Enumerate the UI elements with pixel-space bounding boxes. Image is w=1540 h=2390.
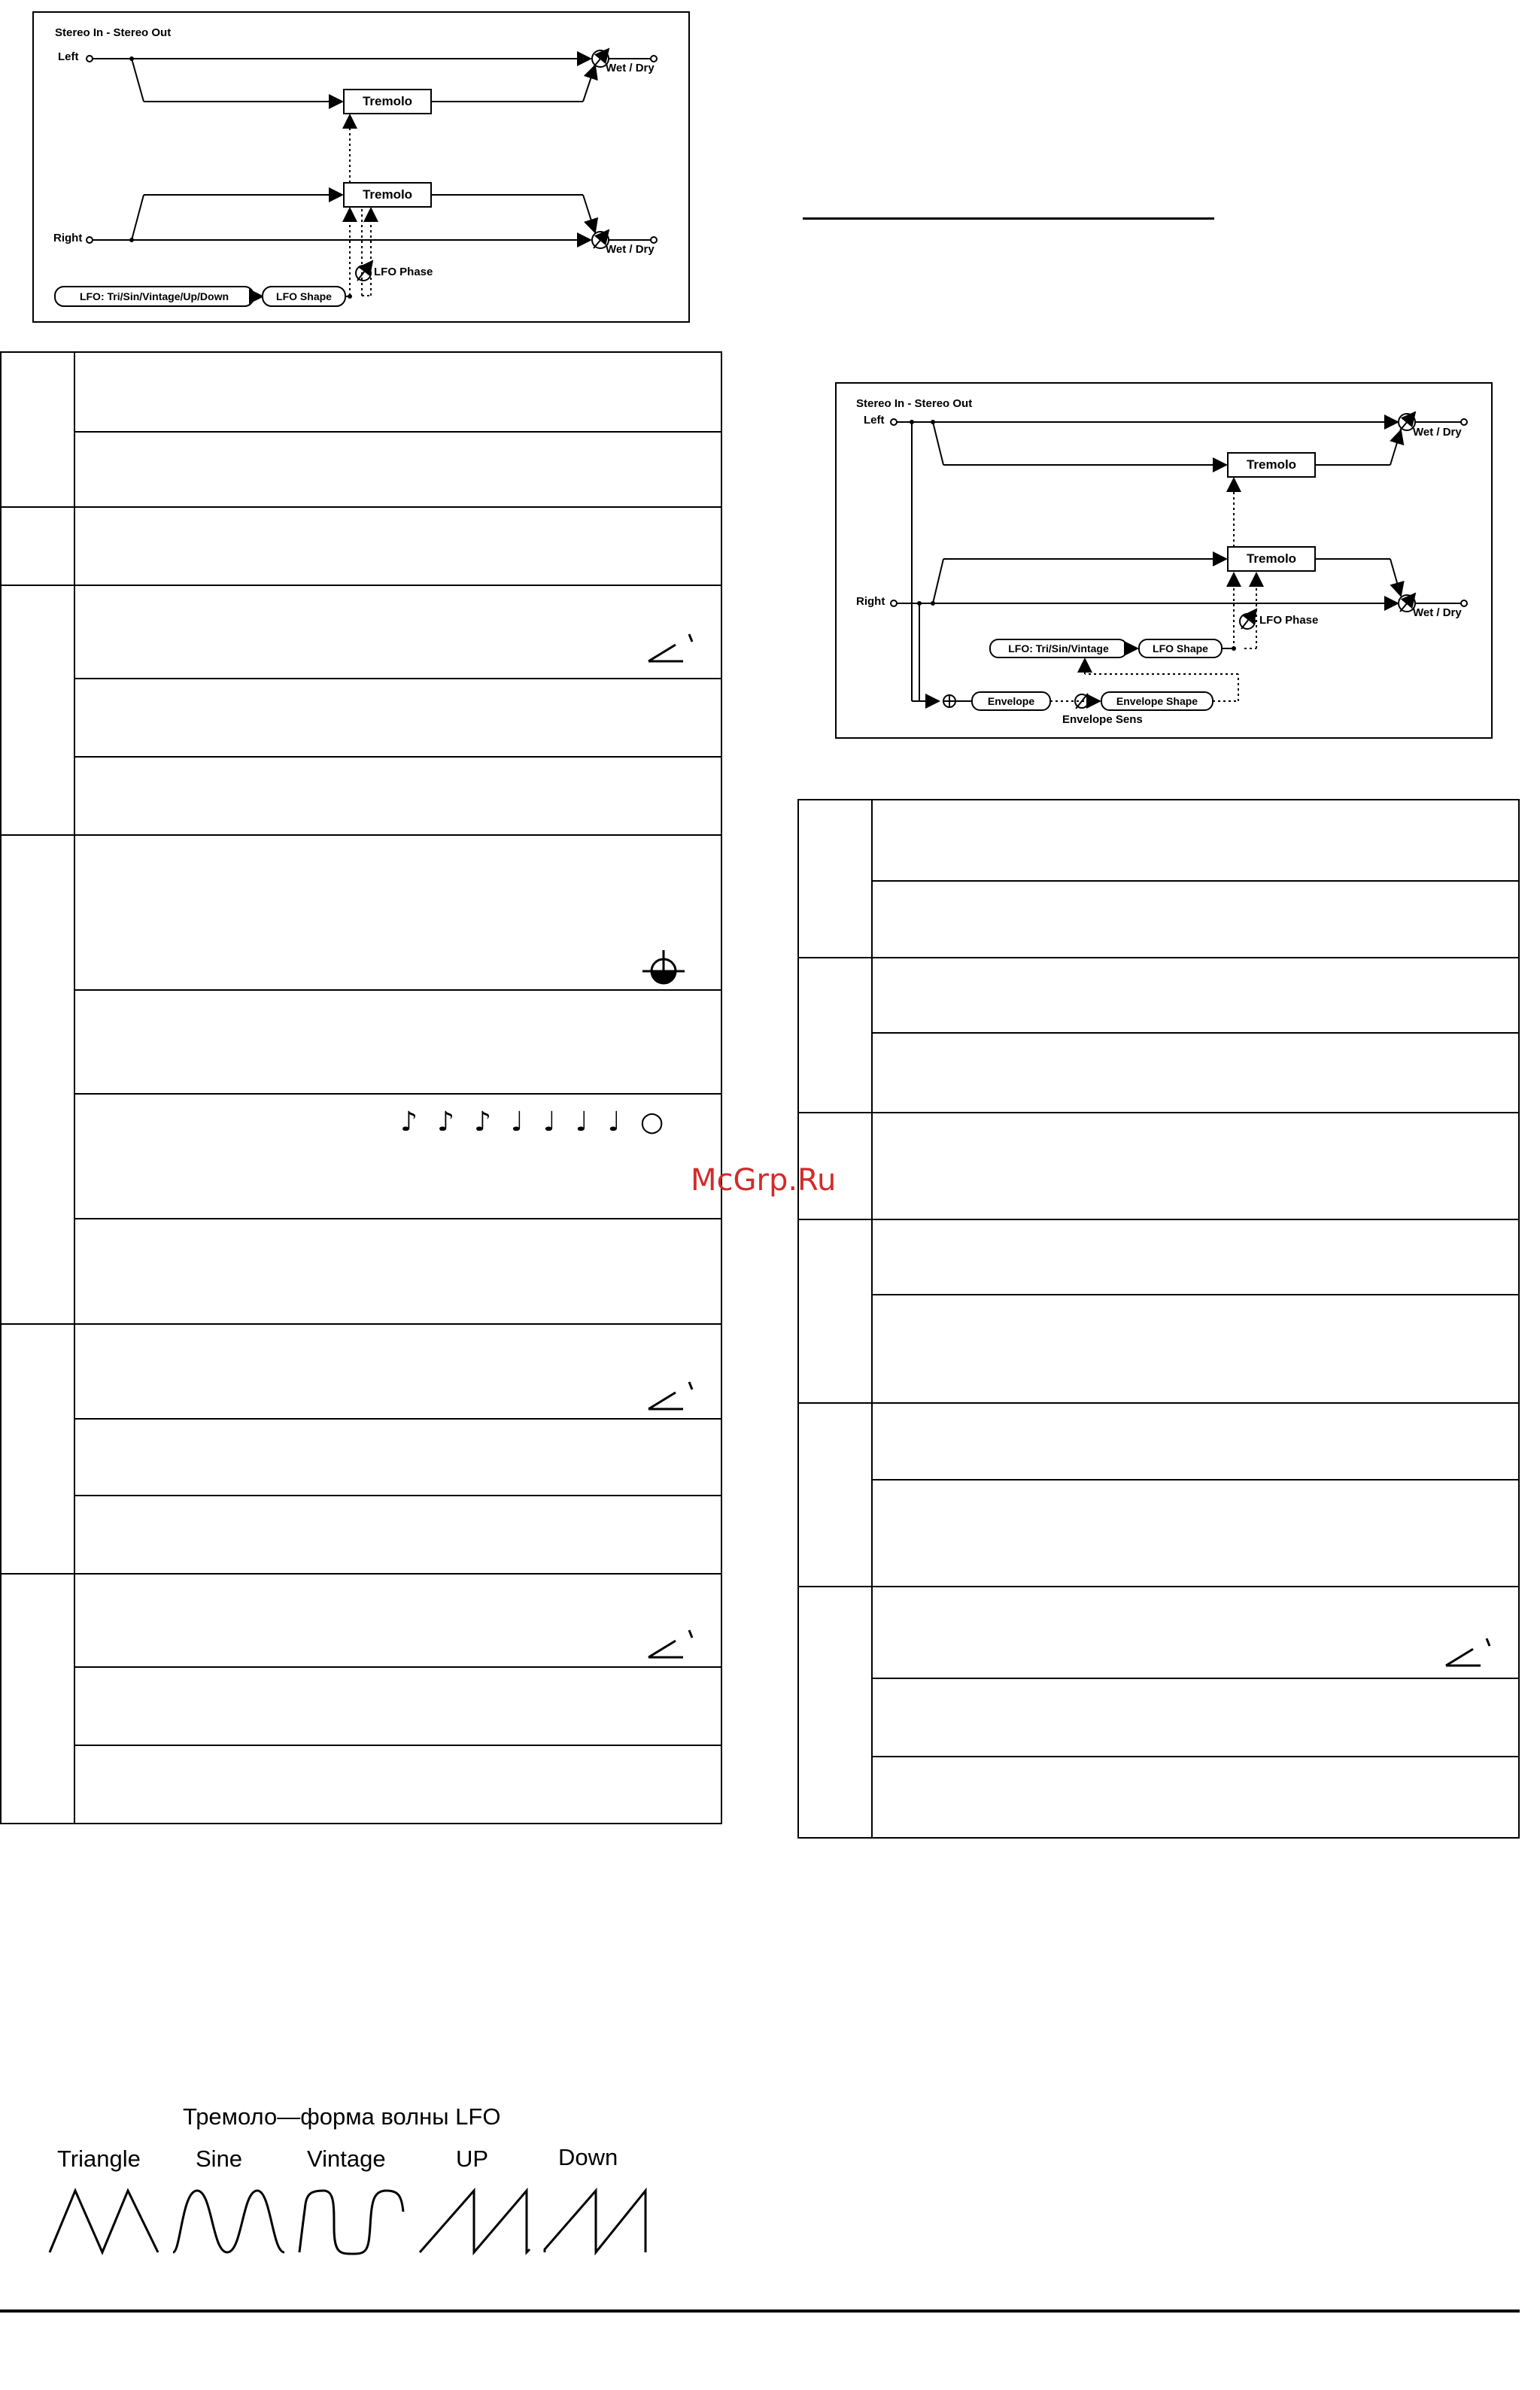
waveform-label-triangle: Triangle bbox=[57, 2146, 141, 2172]
row-divider bbox=[74, 1218, 721, 1219]
right-input-label: Right bbox=[856, 595, 885, 608]
row-divider bbox=[74, 1745, 721, 1746]
row-divider bbox=[74, 1418, 721, 1420]
parameter-number-column bbox=[2, 353, 75, 1823]
row-divider bbox=[871, 1756, 1518, 1757]
modulation-source-icon bbox=[645, 630, 698, 667]
tremolo-block-bottom: Tremolo bbox=[362, 187, 413, 202]
group-divider bbox=[2, 585, 721, 586]
lfo-waveform-shapes bbox=[45, 2182, 662, 2264]
group-divider bbox=[799, 1586, 1518, 1587]
lfo-shape-block: LFO Shape bbox=[276, 290, 332, 302]
note-icon: ♩ bbox=[510, 1107, 543, 1137]
row-divider bbox=[871, 1678, 1518, 1679]
wet-dry-top-label: Wet / Dry bbox=[1413, 426, 1462, 439]
note-icon: ♪ bbox=[400, 1107, 437, 1137]
row-divider bbox=[871, 880, 1518, 882]
waveform-label-sine: Sine bbox=[196, 2146, 243, 2172]
left-input-label: Left bbox=[864, 414, 885, 427]
row-divider bbox=[74, 1495, 721, 1496]
tremolo-block-top: Tremolo bbox=[1246, 457, 1297, 472]
signal-flow-diagram-2 bbox=[835, 382, 1493, 739]
lfo-phase-label: LFO Phase bbox=[374, 266, 433, 278]
envelope-shape-block: Envelope Shape bbox=[1116, 695, 1198, 707]
wet-dry-bottom-label: Wet / Dry bbox=[1413, 606, 1462, 619]
lfo-source-block: LFO: Tri/Sin/Vintage bbox=[1008, 642, 1109, 654]
note-icon: ♩ bbox=[575, 1107, 608, 1137]
group-divider bbox=[799, 957, 1518, 958]
diagram-1-title: Stereo In - Stereo Out bbox=[55, 26, 172, 39]
row-divider bbox=[871, 1479, 1518, 1480]
tempo-note-values bbox=[400, 1107, 683, 1137]
lfo-phase-label: LFO Phase bbox=[1259, 614, 1319, 627]
watermark: McGrp.Ru bbox=[691, 1163, 837, 1198]
row-divider bbox=[74, 1093, 721, 1095]
section-divider-line bbox=[803, 217, 1214, 220]
wet-dry-top-label: Wet / Dry bbox=[606, 62, 655, 74]
waveform-label-vintage: Vintage bbox=[307, 2146, 386, 2172]
row-divider bbox=[74, 989, 721, 991]
ramp-down-wave-icon bbox=[545, 2191, 645, 2252]
row-divider bbox=[74, 431, 721, 433]
note-icon: ♩ bbox=[542, 1107, 576, 1137]
group-divider bbox=[799, 1219, 1518, 1220]
group-divider bbox=[2, 1573, 721, 1575]
waveform-label-up: UP bbox=[456, 2146, 489, 2172]
row-divider bbox=[74, 678, 721, 679]
parameter-table-right bbox=[797, 799, 1520, 1839]
row-divider bbox=[74, 1666, 721, 1668]
modulation-source-icon bbox=[645, 1377, 698, 1415]
triangle-wave-icon bbox=[50, 2191, 158, 2252]
tempo-sync-icon bbox=[633, 944, 694, 989]
parameter-table-left bbox=[0, 351, 722, 1824]
group-divider bbox=[2, 1323, 721, 1325]
note-icon: ♪ bbox=[436, 1107, 474, 1137]
footer-divider-line bbox=[0, 2310, 1520, 2313]
left-input-label: Left bbox=[58, 50, 79, 63]
group-divider bbox=[2, 506, 721, 508]
ramp-up-wave-icon bbox=[420, 2191, 530, 2252]
parameter-number-column bbox=[799, 800, 873, 1837]
note-icon: ○ bbox=[639, 1107, 684, 1137]
lfo-shape-block: LFO Shape bbox=[1153, 642, 1208, 654]
tremolo-block-bottom: Tremolo bbox=[1246, 551, 1297, 566]
wet-dry-bottom-label: Wet / Dry bbox=[606, 243, 655, 256]
envelope-block: Envelope bbox=[987, 695, 1035, 707]
group-divider bbox=[799, 1112, 1518, 1113]
diagram-1-lines bbox=[34, 13, 688, 321]
waveform-caption: Тремоло—форма волны LFO bbox=[183, 2103, 501, 2130]
row-divider bbox=[871, 1032, 1518, 1034]
row-divider bbox=[74, 756, 721, 758]
diagram-2-lines bbox=[837, 384, 1491, 737]
modulation-source-icon bbox=[645, 1626, 698, 1663]
diagram-2-title: Stereo In - Stereo Out bbox=[856, 397, 973, 410]
row-divider bbox=[871, 1294, 1518, 1295]
signal-flow-diagram-1 bbox=[32, 11, 690, 323]
note-icon: ♩ bbox=[607, 1107, 640, 1137]
note-icon: ♪ bbox=[473, 1107, 511, 1137]
waveform-label-down: Down bbox=[558, 2144, 618, 2170]
tremolo-block-top: Tremolo bbox=[362, 94, 413, 108]
vintage-wave-icon bbox=[299, 2191, 403, 2254]
lfo-source-block: LFO: Tri/Sin/Vintage/Up/Down bbox=[79, 290, 229, 302]
modulation-source-icon bbox=[1443, 1634, 1496, 1672]
right-input-label: Right bbox=[53, 232, 83, 244]
sine-wave-icon bbox=[173, 2191, 284, 2252]
group-divider bbox=[799, 1402, 1518, 1404]
group-divider bbox=[2, 834, 721, 836]
envelope-sens-label: Envelope Sens bbox=[1062, 713, 1143, 726]
